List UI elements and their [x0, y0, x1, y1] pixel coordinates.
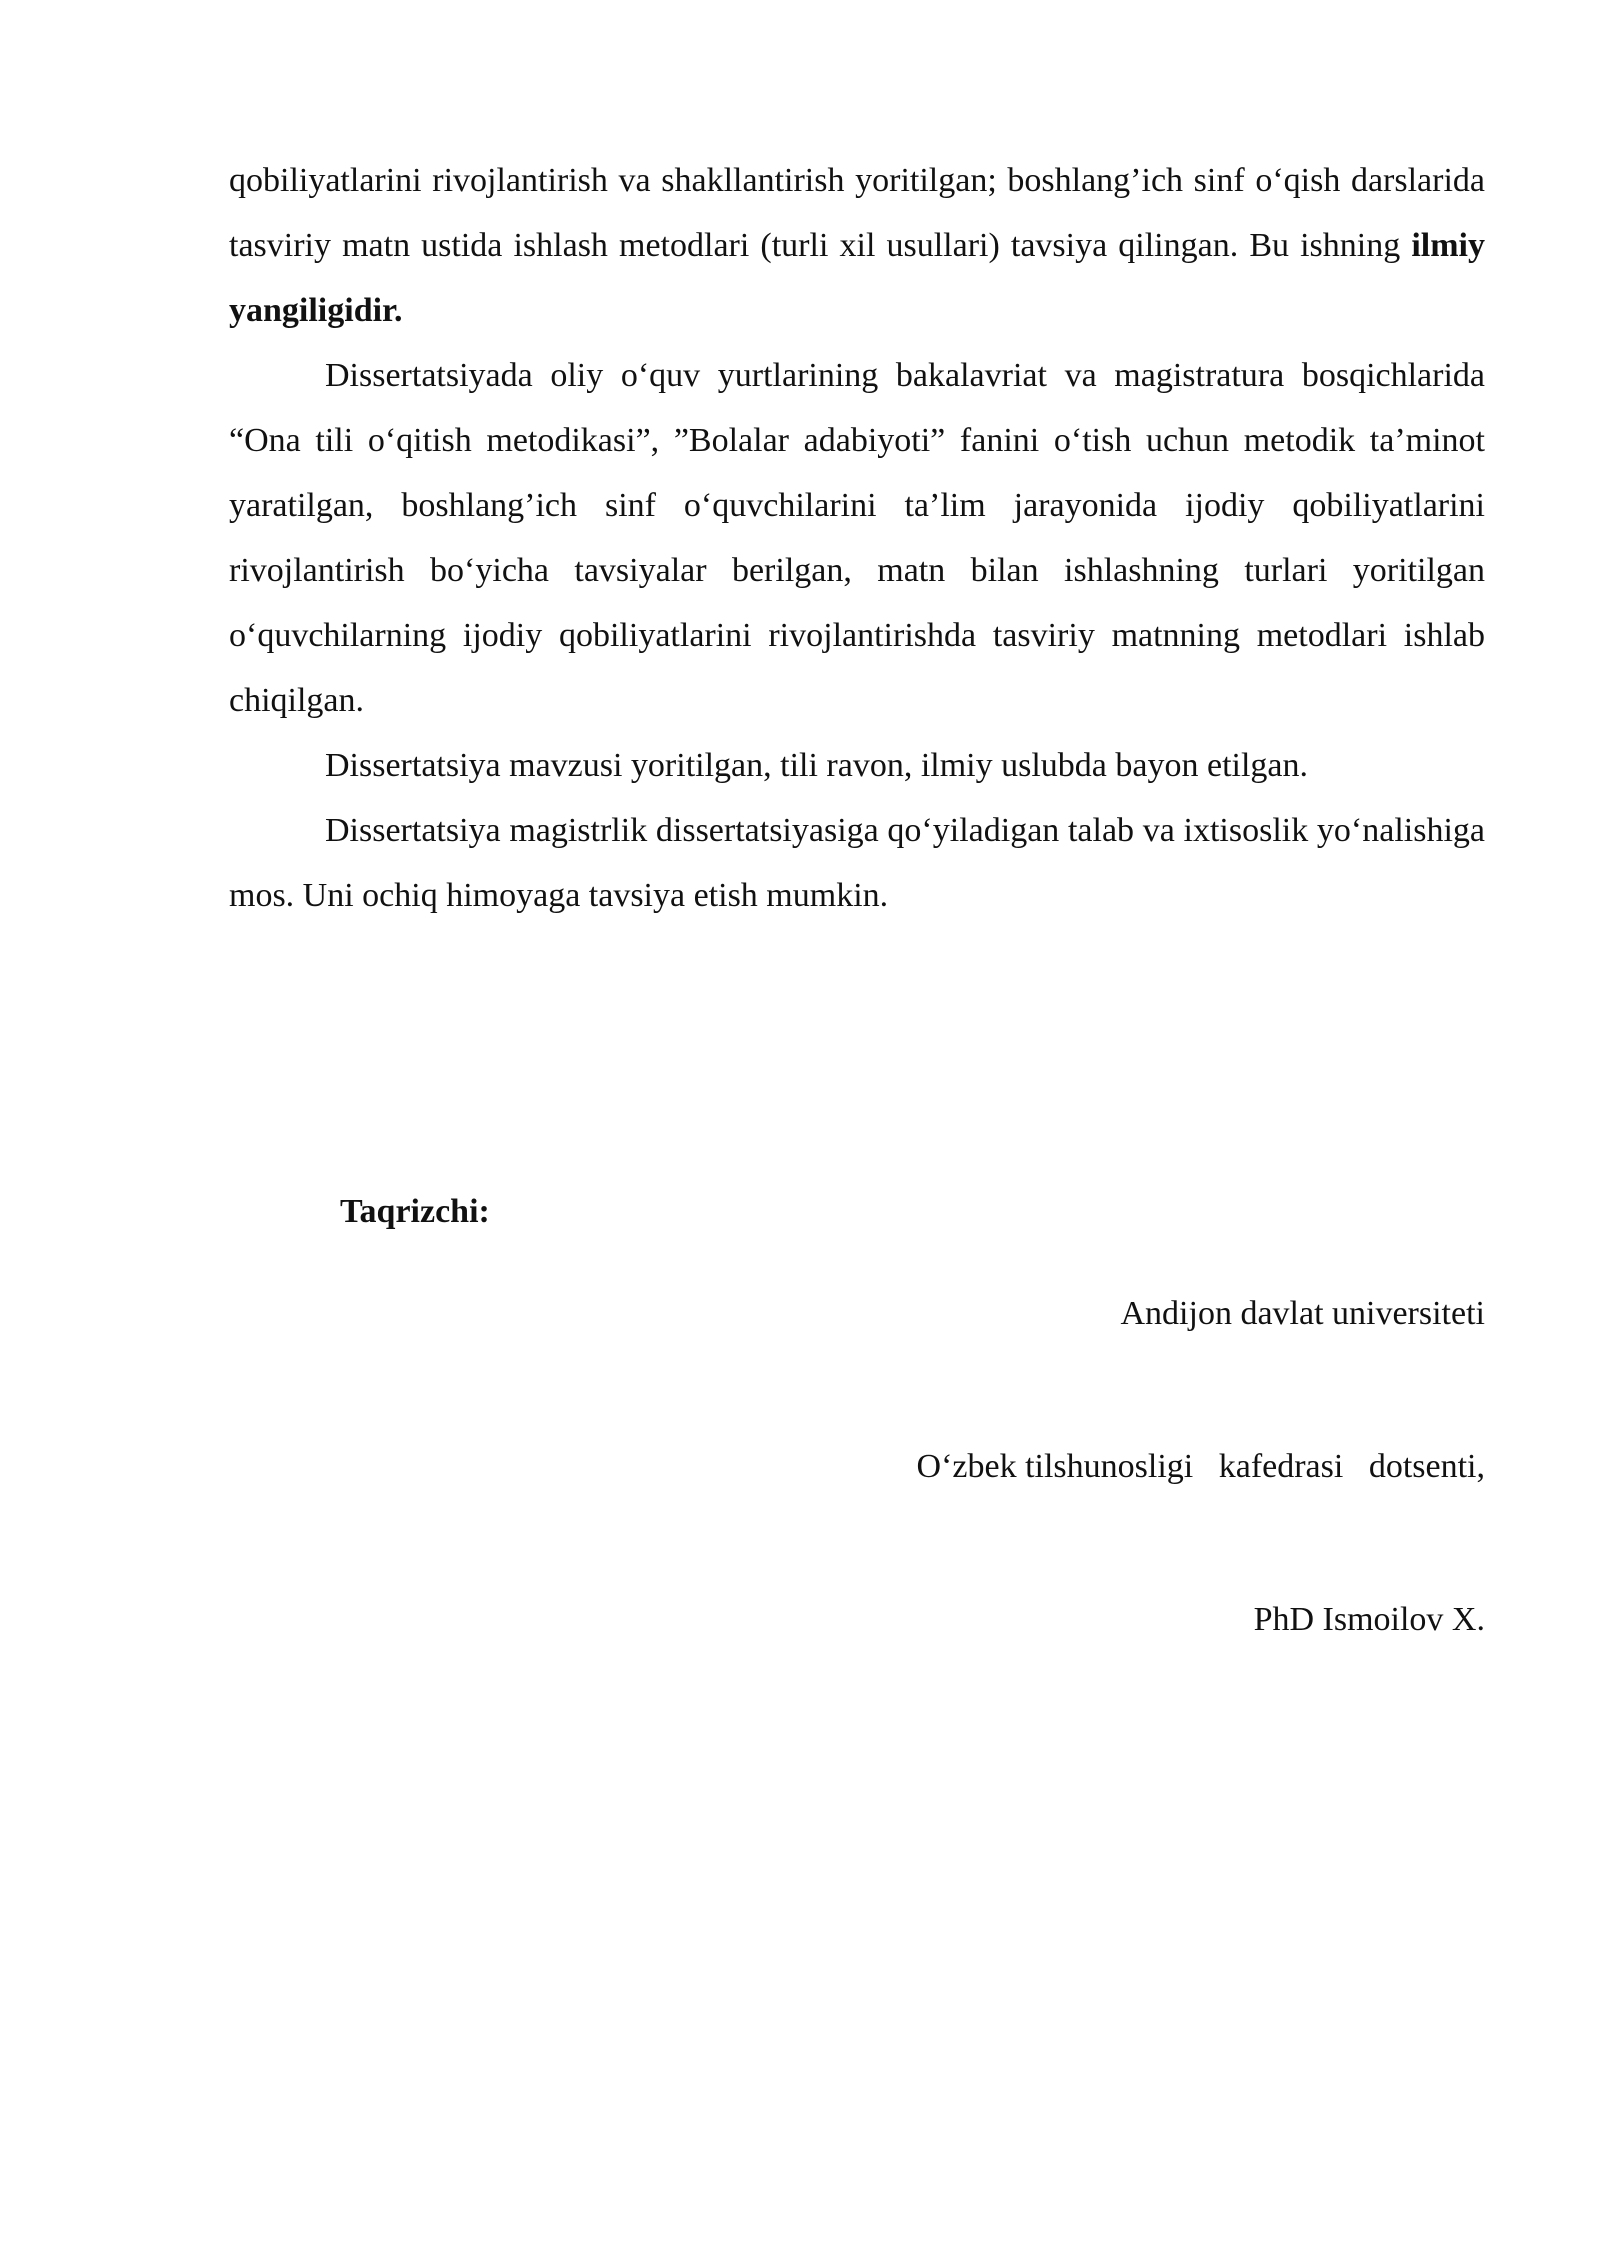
reviewer-name: PhD Ismoilov X. — [1253, 1601, 1485, 1638]
paragraph-2: Dissertatsiyada oliy o‘quv yurtlarining bakalavriat va magistratura bosqichlarida “Ona tili o‘qitish metodikasi”, ”Bolalar adabiyoti” fanini o‘tish uchun metodik ta’minot yaratilgan, boshlang’ich sinf o‘quvchilarini ta’lim jarayonida ijodiy qobiliyatlarini rivojlantirish bo‘yicha tavsiyalar berilgan, matn bilan ishlashning turlari yoritilgan o‘quvchilarning ijodiy qobiliyatlarini rivojlantirishda tasviriy matnning metodlari ishlab chiqilgan. — [229, 357, 1485, 719]
paragraph-3: Dissertatsiya mavzusi yoritilgan, tili ravon, ilmiy uslubda bayon etilgan. — [325, 747, 1308, 784]
paragraph-1-text: qobiliyatlarini rivojlantirish va shakllantirish yoritilgan; boshlang’ich sinf o‘qish darslarida tasviriy matn ustida ishlash metodlari (turli xil usullari) tavsiya qilingan. Bu ishning — [229, 162, 1485, 264]
body-text — [229, 148, 1485, 928]
paragraph-1 — [229, 148, 1485, 343]
reviewer-details — [917, 1186, 1485, 1747]
reviewer-department: O‘zbek tilshunosligi kafedrasi dotsenti, — [916, 1448, 1485, 1485]
paragraph-4: Dissertatsiya magistrlik dissertatsiyasiga qo‘yiladigan talab va ixtisoslik yo‘nalishiga mos. Uni ochiq himoyaga tavsiya etish mumkin. — [229, 812, 1485, 914]
reviewer-label: Taqrizchi: — [340, 1193, 490, 1230]
reviewer-university: Andijon davlat universiteti — [1120, 1295, 1485, 1332]
paragraph-1-bold-text: ilmiy yangiligidir. — [229, 227, 1485, 329]
